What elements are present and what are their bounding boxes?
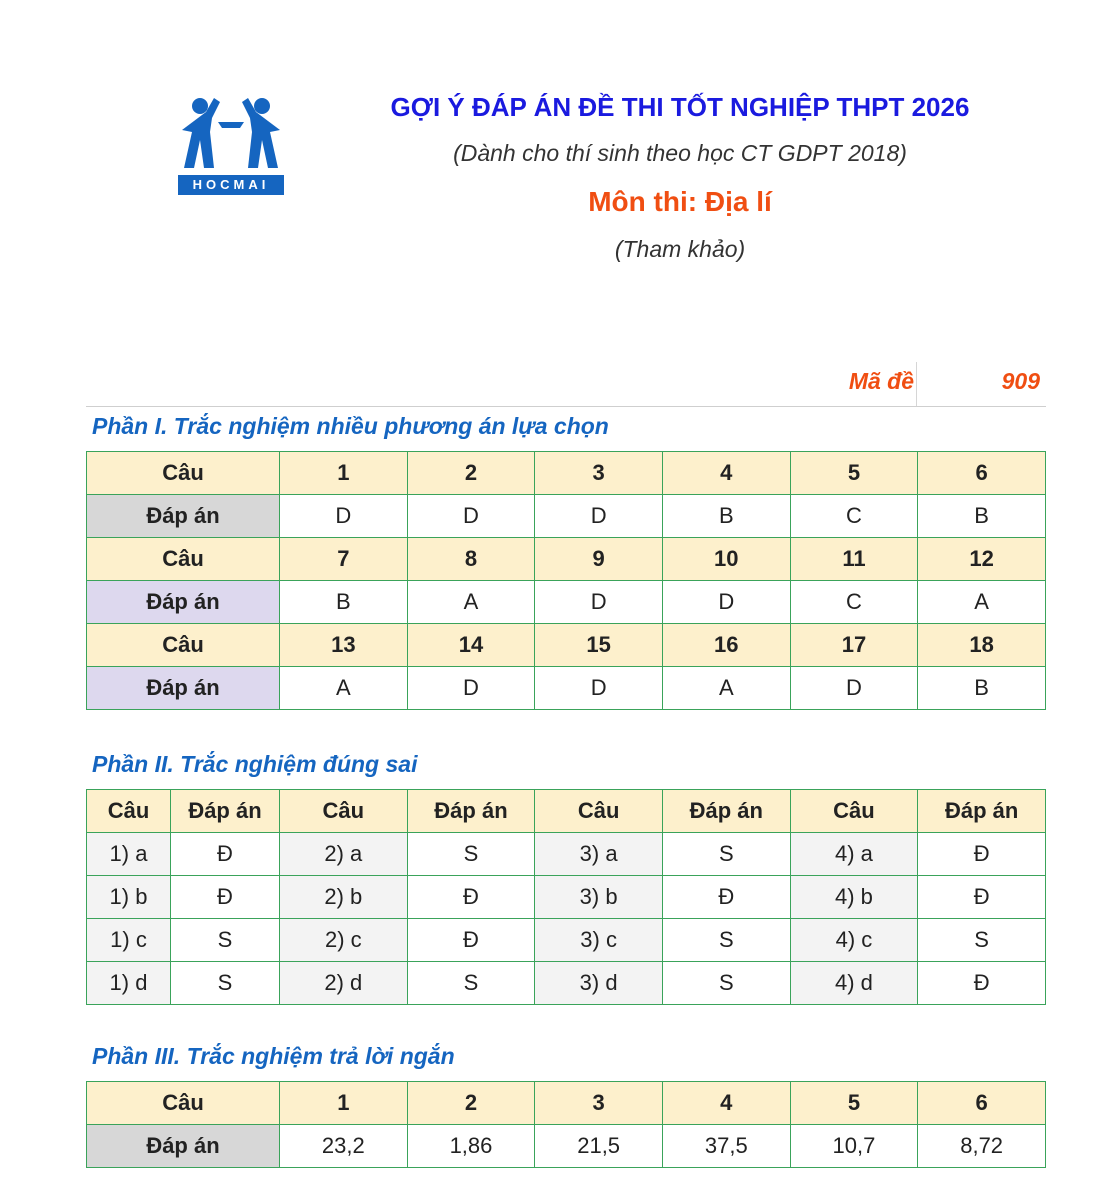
part1-answer-row xyxy=(87,495,1046,538)
answer-cell: S xyxy=(407,962,535,1005)
column-header: Câu xyxy=(87,790,171,833)
question-number: 4 xyxy=(662,452,790,495)
divider xyxy=(916,362,917,406)
column-header: Đáp án xyxy=(407,790,535,833)
subject-title: Môn thi: Địa lí xyxy=(588,186,772,217)
answer-cell: Đ xyxy=(918,876,1046,919)
answer-cell: Đ xyxy=(171,876,280,919)
table-row xyxy=(87,876,1046,919)
answer-cell: S xyxy=(407,833,535,876)
part2-table xyxy=(86,789,1046,1005)
question-number: 2 xyxy=(407,1082,535,1125)
question-number: 17 xyxy=(790,624,918,667)
answer-cell: 10,7 xyxy=(790,1125,918,1168)
answer-cell: Đ xyxy=(407,876,535,919)
question-number: 6 xyxy=(918,1082,1046,1125)
answer-cell: D xyxy=(280,495,408,538)
question-cell: 1) d xyxy=(87,962,171,1005)
answer-cell: 21,5 xyxy=(535,1125,663,1168)
answer-cell: D xyxy=(790,667,918,710)
part1-answer-row xyxy=(87,667,1046,710)
answer-cell: D xyxy=(407,495,535,538)
question-label: Câu xyxy=(87,624,280,667)
table-row xyxy=(87,919,1046,962)
answer-cell: B xyxy=(280,581,408,624)
answer-cell: D xyxy=(407,667,535,710)
answer-cell: Đ xyxy=(171,833,280,876)
question-cell: 1) a xyxy=(87,833,171,876)
question-number: 15 xyxy=(535,624,663,667)
question-number: 3 xyxy=(535,452,663,495)
question-number: 1 xyxy=(280,452,408,495)
hocmai-logo xyxy=(178,92,284,196)
question-number: 10 xyxy=(662,538,790,581)
column-header: Đáp án xyxy=(918,790,1046,833)
question-number: 18 xyxy=(918,624,1046,667)
part3-title: Phần III. Trắc nghiệm trả lời ngắn xyxy=(92,1043,455,1069)
table-row xyxy=(87,962,1046,1005)
part1-title: Phần I. Trắc nghiệm nhiều phương án lựa chọn xyxy=(92,413,609,439)
question-number: 1 xyxy=(280,1082,408,1125)
answer-cell: S xyxy=(662,962,790,1005)
answer-cell: S xyxy=(171,919,280,962)
question-number: 13 xyxy=(280,624,408,667)
part1-question-row xyxy=(87,452,1046,495)
reference-note: (Tham khảo) xyxy=(614,236,746,262)
question-cell: 2) d xyxy=(280,962,408,1005)
column-header: Câu xyxy=(535,790,663,833)
answer-cell: Đ xyxy=(662,876,790,919)
answer-label: Đáp án xyxy=(87,495,280,538)
logo-text: HOCMAI xyxy=(178,175,284,195)
answer-cell: A xyxy=(407,581,535,624)
question-cell: 2) b xyxy=(280,876,408,919)
question-label: Câu xyxy=(87,452,280,495)
answer-label: Đáp án xyxy=(87,581,280,624)
answer-cell: Đ xyxy=(407,919,535,962)
part2-header-row xyxy=(87,790,1046,833)
answer-cell: S xyxy=(662,833,790,876)
column-header: Đáp án xyxy=(171,790,280,833)
question-label: Câu xyxy=(87,1082,280,1125)
question-cell: 3) c xyxy=(535,919,663,962)
question-cell: 3) a xyxy=(535,833,663,876)
question-cell: 1) b xyxy=(87,876,171,919)
question-label: Câu xyxy=(87,538,280,581)
answer-cell: Đ xyxy=(918,962,1046,1005)
part1-table xyxy=(86,451,1046,710)
answer-cell: D xyxy=(535,667,663,710)
question-cell: 3) b xyxy=(535,876,663,919)
answer-cell: D xyxy=(535,581,663,624)
part3-answer-row xyxy=(87,1125,1046,1168)
question-number: 6 xyxy=(918,452,1046,495)
question-number: 2 xyxy=(407,452,535,495)
question-number: 11 xyxy=(790,538,918,581)
part1-question-row xyxy=(87,538,1046,581)
question-number: 4 xyxy=(662,1082,790,1125)
question-number: 16 xyxy=(662,624,790,667)
part3-table xyxy=(86,1081,1046,1168)
part1-answer-row xyxy=(87,581,1046,624)
page-title: GỢI Ý ĐÁP ÁN ĐỀ THI TỐT NGHIỆP THPT 2026 xyxy=(390,92,970,122)
exam-code-row xyxy=(86,362,1046,407)
answer-cell: S xyxy=(662,919,790,962)
answer-cell: 23,2 xyxy=(280,1125,408,1168)
part1-question-row xyxy=(87,624,1046,667)
question-number: 9 xyxy=(535,538,663,581)
exam-code-value: 909 xyxy=(1001,368,1040,394)
question-number: 3 xyxy=(535,1082,663,1125)
question-cell: 4) c xyxy=(790,919,918,962)
answer-cell: C xyxy=(790,495,918,538)
answer-cell: 37,5 xyxy=(662,1125,790,1168)
question-cell: 2) c xyxy=(280,919,408,962)
question-cell: 1) c xyxy=(87,919,171,962)
people-icon xyxy=(178,92,284,176)
question-number: 5 xyxy=(790,1082,918,1125)
answer-cell: A xyxy=(280,667,408,710)
answer-cell: 8,72 xyxy=(918,1125,1046,1168)
part3-question-row xyxy=(87,1082,1046,1125)
question-number: 8 xyxy=(407,538,535,581)
answer-cell: 1,86 xyxy=(407,1125,535,1168)
question-cell: 4) d xyxy=(790,962,918,1005)
question-cell: 4) a xyxy=(790,833,918,876)
table-row xyxy=(87,833,1046,876)
answer-cell: Đ xyxy=(918,833,1046,876)
answer-cell: S xyxy=(171,962,280,1005)
question-cell: 2) a xyxy=(280,833,408,876)
answer-cell: D xyxy=(535,495,663,538)
question-number: 5 xyxy=(790,452,918,495)
answer-cell: B xyxy=(918,495,1046,538)
column-header: Đáp án xyxy=(662,790,790,833)
question-number: 14 xyxy=(407,624,535,667)
answer-label: Đáp án xyxy=(87,1125,280,1168)
question-cell: 4) b xyxy=(790,876,918,919)
column-header: Câu xyxy=(790,790,918,833)
answer-cell: B xyxy=(662,495,790,538)
answer-cell: A xyxy=(662,667,790,710)
answer-label: Đáp án xyxy=(87,667,280,710)
column-header: Câu xyxy=(280,790,408,833)
answer-cell: S xyxy=(918,919,1046,962)
question-number: 12 xyxy=(918,538,1046,581)
question-cell: 3) d xyxy=(535,962,663,1005)
answer-cell: C xyxy=(790,581,918,624)
page-subtitle: (Dành cho thí sinh theo học CT GDPT 2018) xyxy=(453,140,907,166)
exam-code-label: Mã đề xyxy=(848,368,914,394)
answer-cell: D xyxy=(662,581,790,624)
question-number: 7 xyxy=(280,538,408,581)
answer-cell: A xyxy=(918,581,1046,624)
answer-cell: B xyxy=(918,667,1046,710)
part2-title: Phần II. Trắc nghiệm đúng sai xyxy=(92,751,418,777)
